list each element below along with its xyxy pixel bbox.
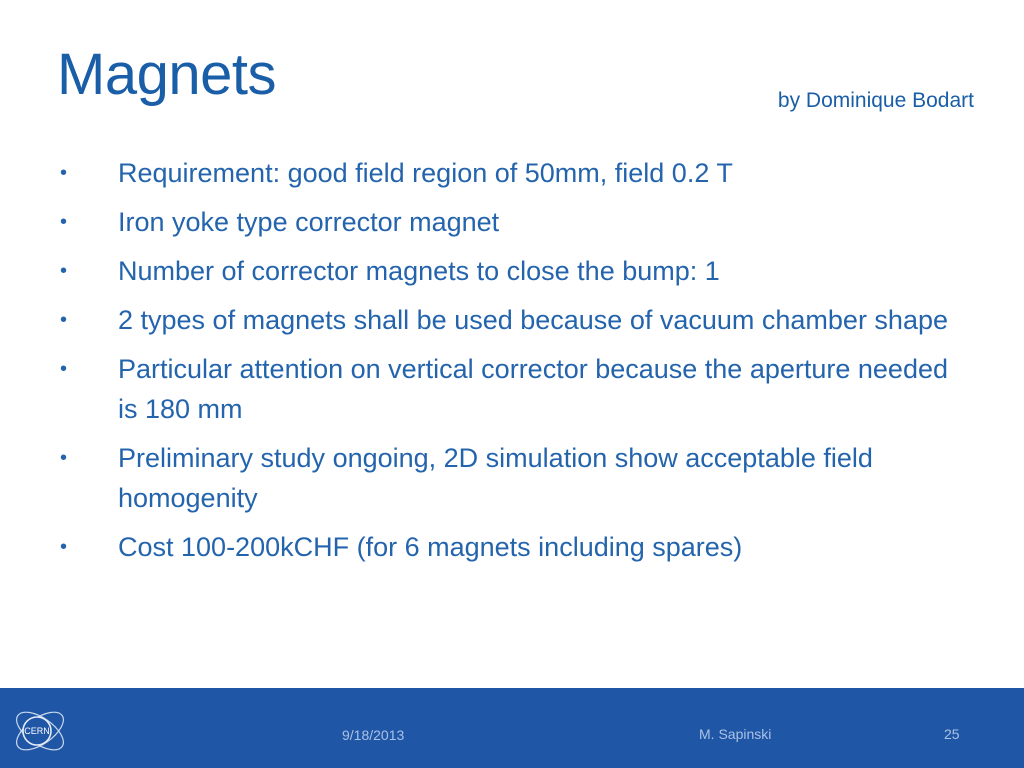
bullet-item <box>60 251 960 291</box>
bullet-text: Preliminary study ongoing, 2D simulation show acceptable field homogenity <box>118 443 873 513</box>
slide-title: Magnets <box>57 42 276 107</box>
bullet-item <box>60 300 960 340</box>
bullet-text: 2 types of magnets shall be used because of vacuum chamber shape <box>118 305 948 335</box>
cern-logo-text: CERN <box>24 726 50 736</box>
bullet-glyph: • <box>60 309 68 331</box>
page-number: 25 <box>944 726 960 742</box>
bullet-glyph: • <box>60 536 68 558</box>
bullet-glyph: • <box>60 211 68 233</box>
bullet-text: Iron yoke type corrector magnet <box>118 207 500 237</box>
bullet-glyph: • <box>60 260 68 282</box>
bullet-item <box>60 202 960 242</box>
bullet-item <box>60 153 960 193</box>
bullet-item <box>60 349 960 429</box>
bullet-glyph: • <box>60 162 68 184</box>
bullet-glyph: • <box>60 447 68 469</box>
bullet-list <box>60 153 960 576</box>
bullet-text: Number of corrector magnets to close the bump: 1 <box>118 256 720 286</box>
bullet-glyph: • <box>60 358 68 380</box>
bullet-text: Particular attention on vertical corrector because the aperture needed is 180 mm <box>118 354 948 424</box>
bullet-text: Requirement: good field region of 50mm, field 0.2 T <box>118 158 733 188</box>
bullet-text: Cost 100-200kCHF (for 6 magnets including spares) <box>118 532 743 562</box>
bullet-item <box>60 527 960 567</box>
footer-date: 9/18/2013 <box>342 727 405 743</box>
footer-author: M. Sapinski <box>699 726 772 742</box>
bullet-item <box>60 438 960 518</box>
footer-bar <box>0 688 1024 768</box>
slide-author-note: by Dominique Bodart <box>777 89 974 112</box>
cern-logo-icon <box>9 700 71 762</box>
